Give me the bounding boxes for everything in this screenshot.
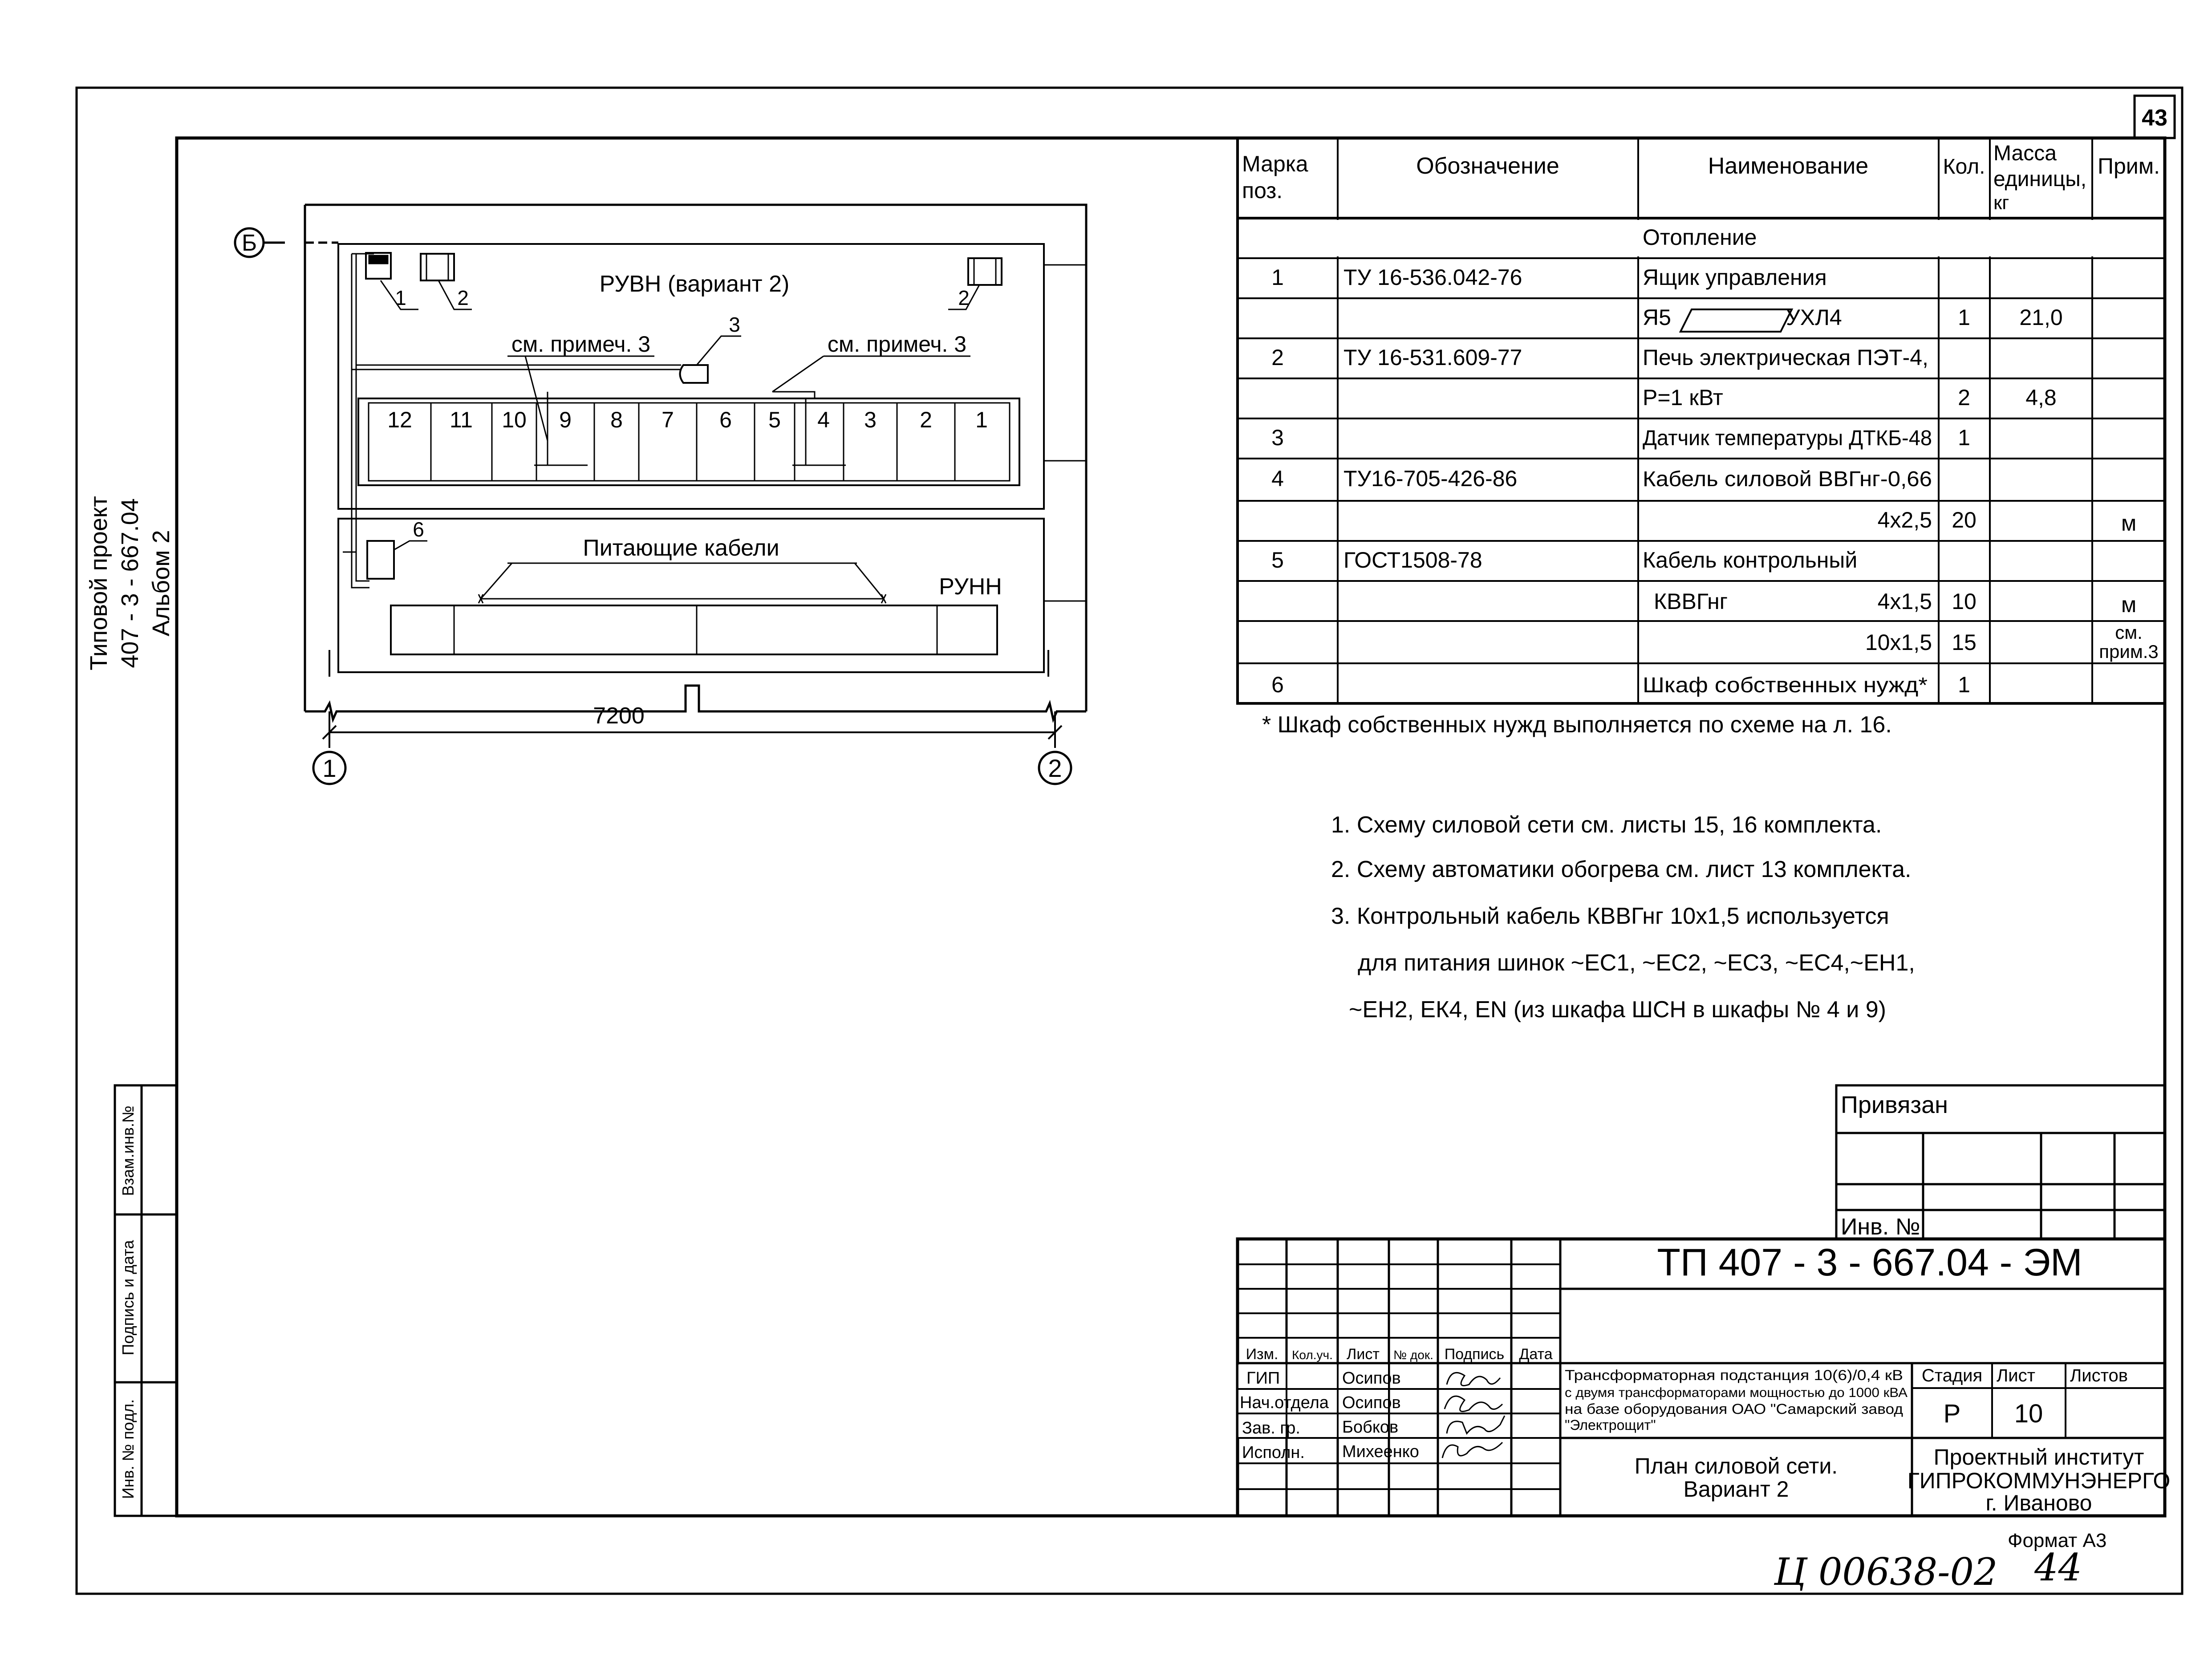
tb-col-izm: Изм. — [1246, 1346, 1278, 1363]
tb-org-2: ГИПРОКОММУНЭНЕРГО — [1907, 1468, 2171, 1493]
tb-name-gip: Осипов — [1342, 1369, 1401, 1388]
tb-col-sign: Подпись — [1444, 1346, 1505, 1363]
tb-sheet-label: Лист — [1997, 1366, 2035, 1385]
hdr-mark-2: поз. — [1242, 178, 1283, 203]
tb-org-1: Проектный институт — [1933, 1445, 2144, 1470]
row6-pos: 6 — [1271, 672, 1284, 697]
side-stamp-line2: 407 - 3 - 667.04 — [117, 498, 143, 668]
note-1: 1. Схему силовой сети см. листы 15, 16 комплекта. — [1331, 812, 1882, 838]
hdr-designation: Обозначение — [1416, 153, 1559, 179]
signature-head — [1445, 1396, 1502, 1411]
side-table-replace-inv: Взам.инв.№ — [119, 1105, 137, 1196]
row5b-name-r: 4х1,5 — [1877, 589, 1932, 614]
cell-1: 1 — [975, 407, 988, 432]
axis-b-label: Б — [241, 230, 257, 256]
tb-name-exec: Михеенко — [1342, 1442, 1419, 1461]
row6-name: Шкаф собственных нужд* — [1643, 674, 1928, 697]
callout-2-right: 2 — [958, 286, 970, 309]
spec-footnote: * Шкаф собственных нужд выполняется по схеме на л. 16. — [1262, 712, 1892, 738]
cell-10: 10 — [502, 407, 527, 432]
note-ref-left: см. примеч. 3 — [511, 332, 651, 357]
row6-qty: 1 — [1958, 672, 1970, 697]
row5b-note: м — [2121, 592, 2137, 617]
axis-1-label: 1 — [322, 754, 337, 782]
archive-number: Ц 00638-02 — [1774, 1550, 1998, 1594]
cell-7: 7 — [662, 407, 674, 432]
tb-role-gip: ГИП — [1246, 1369, 1280, 1388]
hdr-mass-2: единицы, — [1993, 167, 2087, 191]
note-3-cont-1: для питания шинок ~ЕС1, ~ЕС2, ~ЕС3, ~ЕС4,~ЕН1, — [1358, 950, 1915, 976]
row5b-qty: 10 — [1952, 589, 1977, 614]
binding-inv: Инв. № — [1841, 1214, 1920, 1240]
tb-name-head: Осипов — [1342, 1393, 1401, 1412]
tb-col-kolduch: Кол.уч. — [1292, 1348, 1333, 1362]
side-stamp-line3: Альбом 2 — [148, 530, 175, 637]
row2-designation: ТУ 16-531.609-77 — [1343, 345, 1522, 370]
side-table-inv-original: Инв. № подл. — [119, 1399, 137, 1499]
axis-2-label: 2 — [1048, 754, 1062, 782]
row1b-qty: 1 — [1958, 305, 1970, 330]
cell-9: 9 — [559, 407, 572, 432]
tb-name-grp: Бобков — [1342, 1418, 1399, 1437]
hdr-mark-1: Марка — [1242, 151, 1308, 176]
tb-desc-1: Трансформаторная подстанция 10(6)/0,4 кВ — [1565, 1367, 1903, 1383]
tb-role-exec: Исполн. — [1242, 1443, 1305, 1462]
archive-sheet: 44 — [2034, 1546, 2082, 1589]
tb-desc-2: с двумя трансформаторами мощностью до 1000 кВА — [1565, 1385, 1908, 1400]
row4-name: Кабель силовой ВВГнг-0,66 — [1643, 467, 1932, 491]
runn-label: РУНН — [939, 574, 1002, 600]
tb-col-list: Лист — [1347, 1346, 1380, 1363]
feed-cables-label: Питающие кабели — [583, 535, 779, 561]
format-label: Формат А3 — [2008, 1530, 2107, 1551]
row5b-name: КВВГнг — [1654, 589, 1728, 614]
tb-desc-4: "Электрощит" — [1565, 1417, 1656, 1433]
section-heating: Отопление — [1643, 225, 1757, 250]
hdr-qty: Кол. — [1943, 155, 1985, 179]
signature-grp — [1447, 1416, 1505, 1433]
tb-drawing-title-2: Вариант 2 — [1683, 1477, 1789, 1502]
row5-designation: ГОСТ1508-78 — [1343, 548, 1482, 573]
cell-3: 3 — [864, 407, 877, 432]
row5c-note-1: см. — [2115, 622, 2143, 643]
binding-title: Привязан — [1841, 1092, 1948, 1118]
row5c-note-2: прим.3 — [2099, 641, 2159, 662]
note-3-cont-2: ~ЕН2, ЕК4, ЕN (из шкафа ШСН в шкафы № 4 и 9) — [1349, 997, 1886, 1023]
row4-designation: ТУ16-705-426-86 — [1343, 466, 1518, 491]
row5-pos: 5 — [1271, 548, 1284, 573]
cell-12: 12 — [387, 407, 412, 432]
sheet-number: 43 — [2142, 105, 2167, 131]
tb-col-date: Дата — [1519, 1346, 1553, 1363]
tb-col-ndok: № док. — [1393, 1348, 1433, 1362]
side-table-sign-date: Подпись и дата — [119, 1240, 137, 1356]
hdr-name: Наименование — [1708, 153, 1869, 179]
row1b-name-b: УХЛ4 — [1786, 305, 1842, 330]
cell-4: 4 — [817, 407, 830, 432]
note-ref-right: см. примеч. 3 — [827, 332, 967, 357]
row4b-name: 4х2,5 — [1877, 508, 1932, 532]
signatures — [1442, 1372, 1505, 1458]
tb-stage-label: Стадия — [1921, 1366, 1983, 1385]
row5c-name-r: 10х1,5 — [1865, 630, 1932, 655]
callout-6: 6 — [413, 518, 424, 541]
row2-name: Печь электрическая ПЭТ-4, — [1643, 345, 1928, 370]
designation-parallelogram — [1680, 309, 1792, 332]
row3-pos: 3 — [1271, 425, 1284, 450]
tb-desc-3: на базе оборудования ОАО "Самарский завод — [1565, 1401, 1904, 1417]
hdr-mass-3: кг — [1993, 192, 2009, 214]
row3-qty: 1 — [1958, 425, 1970, 450]
note-3: 3. Контрольный кабель КВВГнг 10х1,5 используется — [1331, 903, 1889, 929]
note-2: 2. Схему автоматики обогрева см. лист 13 комплекта. — [1331, 857, 1912, 882]
row5c-qty: 15 — [1952, 630, 1977, 655]
hdr-note: Прим. — [2098, 154, 2160, 179]
row2-pos: 2 — [1271, 345, 1284, 370]
callout-1: 1 — [395, 286, 406, 309]
cell-8: 8 — [610, 407, 623, 432]
tb-role-grp: Зав. гр. — [1242, 1419, 1300, 1437]
hdr-mass-1: Масса — [1993, 142, 2057, 165]
tb-role-head: Нач.отдела — [1240, 1393, 1329, 1412]
row1-name: Ящик управления — [1643, 265, 1827, 290]
dimension-label: 7200 — [593, 703, 645, 729]
row2b-name: Р=1 кВт — [1643, 385, 1723, 410]
row1-pos: 1 — [1271, 265, 1284, 290]
signature-gip — [1447, 1372, 1500, 1385]
cell-5: 5 — [768, 407, 781, 432]
cell-2: 2 — [920, 407, 932, 432]
callout-2-left: 2 — [457, 286, 469, 309]
tb-sheets-label: Листов — [2070, 1366, 2128, 1385]
tb-code: ТП 407 - 3 - 667.04 - ЭМ — [1657, 1241, 2082, 1284]
cell-6: 6 — [719, 407, 732, 432]
row4b-note: м — [2121, 511, 2137, 536]
tb-drawing-title-1: План силовой сети. — [1634, 1454, 1838, 1478]
row2b-qty: 2 — [1958, 385, 1970, 410]
row1b-name-a: Я5 — [1643, 305, 1671, 330]
row4-pos: 4 — [1271, 466, 1284, 491]
row1b-mass: 21,0 — [2019, 305, 2063, 330]
row1-designation: ТУ 16-536.042-76 — [1343, 265, 1522, 290]
signature-exec — [1442, 1442, 1502, 1458]
side-stamp-line1: Типовой проект — [85, 496, 112, 670]
tb-stage-value: Р — [1943, 1399, 1961, 1428]
row3-name: Датчик температуры ДТКБ-48 — [1643, 426, 1932, 450]
ruvn-label: РУВН (вариант 2) — [599, 271, 790, 297]
cell-11: 11 — [450, 407, 473, 432]
callout-3: 3 — [729, 313, 740, 336]
row4b-qty: 20 — [1952, 508, 1977, 532]
tb-org-3: г. Иваново — [1985, 1490, 2092, 1515]
tb-sheet-value: 10 — [2014, 1399, 2043, 1428]
row2b-mass: 4,8 — [2025, 385, 2057, 410]
row5-name: Кабель контрольный — [1643, 548, 1858, 573]
